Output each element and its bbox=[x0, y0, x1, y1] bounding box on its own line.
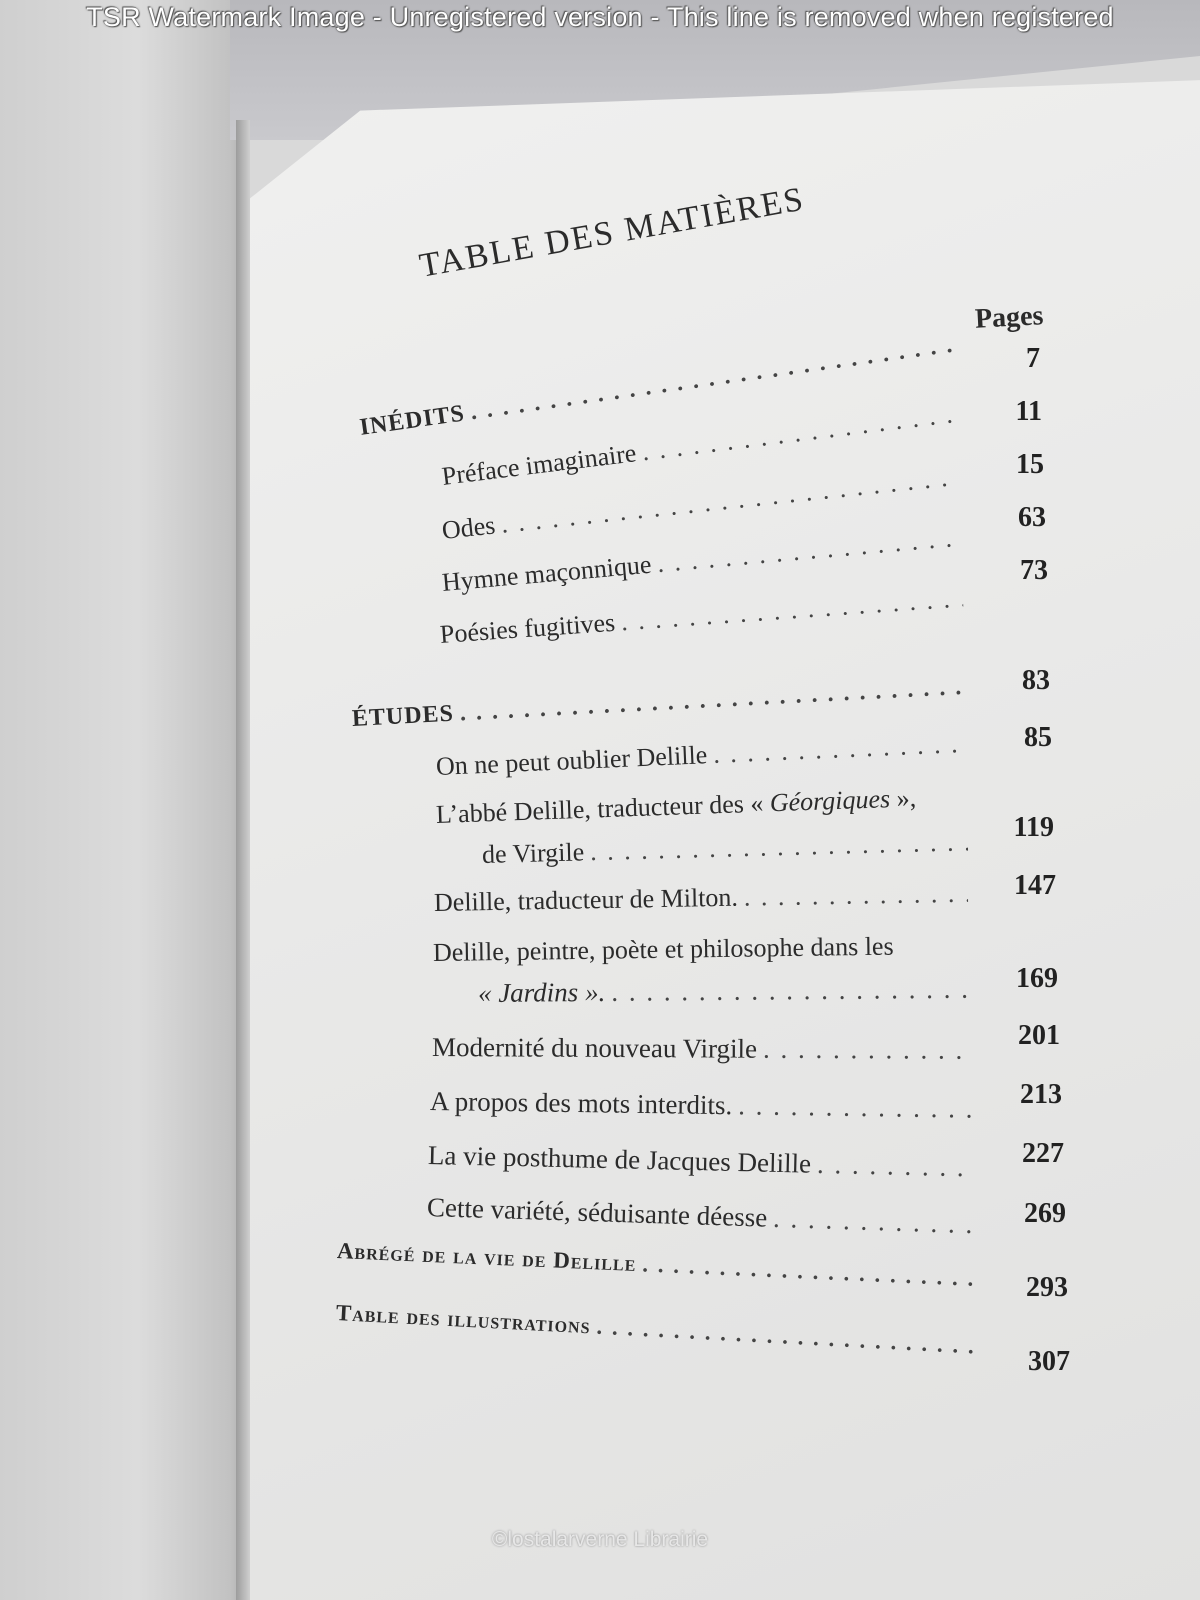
section-label: Abrégé de la vie de Delille bbox=[336, 1238, 638, 1277]
page-number: 169 bbox=[1016, 963, 1058, 994]
entry-label: La vie posthume de Jacques Delille bbox=[427, 1140, 812, 1179]
entry-label: Cette variété, séduisante déesse bbox=[426, 1192, 768, 1233]
section-illustrations bbox=[335, 1300, 985, 1360]
toc-entry-line1 bbox=[435, 783, 916, 830]
toc-entry bbox=[427, 1192, 984, 1240]
toc-entry-line2 bbox=[478, 974, 976, 1009]
dot-leader bbox=[611, 974, 970, 1008]
page-number: 227 bbox=[1022, 1138, 1064, 1169]
page-number: 147 bbox=[1014, 870, 1056, 901]
page-number: 201 bbox=[1018, 1020, 1060, 1051]
toc-entry-line1: Delille, peintre, poète et philosophe dans les bbox=[432, 931, 894, 967]
toc-entry bbox=[432, 1032, 978, 1066]
dot-leader bbox=[817, 1149, 977, 1184]
entry-label: de Virgile bbox=[481, 837, 585, 869]
dot-leader bbox=[738, 1090, 974, 1124]
entry-label-italic: Géorgiques bbox=[769, 784, 891, 818]
page-number: 213 bbox=[1020, 1079, 1062, 1110]
copyright-watermark: ©lostalarverne Librairie bbox=[491, 1528, 709, 1551]
dot-leader bbox=[459, 674, 966, 727]
entry-label: Poésies fugitives bbox=[438, 607, 617, 649]
page-number: 307 bbox=[1028, 1346, 1070, 1377]
dot-leader bbox=[620, 583, 964, 637]
section-etudes bbox=[351, 674, 972, 733]
entry-label: « Jardins ». bbox=[477, 976, 606, 1008]
dot-leader bbox=[656, 523, 960, 579]
toc-entry bbox=[439, 583, 970, 650]
dot-leader bbox=[596, 1314, 980, 1360]
page-number: 11 bbox=[1015, 396, 1042, 427]
page-number: 293 bbox=[1026, 1272, 1068, 1303]
entry-label-part: », bbox=[889, 783, 917, 814]
entry-label: Odes bbox=[440, 510, 497, 545]
section-label: Table des illustrations bbox=[335, 1300, 592, 1339]
entry-label: A propos des mots interdits. bbox=[429, 1086, 733, 1121]
entry-label: Hymne maçonnique bbox=[440, 549, 653, 597]
entry-label: On ne peut oublier Delille bbox=[435, 740, 708, 781]
dot-leader bbox=[763, 1034, 972, 1066]
toc-entry-line2 bbox=[482, 827, 975, 870]
page-number: 269 bbox=[1024, 1198, 1066, 1229]
section-label: INÉDITS bbox=[358, 400, 467, 441]
section-abrege bbox=[336, 1238, 985, 1292]
page-number: 119 bbox=[1013, 812, 1054, 843]
page-number: 73 bbox=[1020, 555, 1048, 586]
toc-entry bbox=[435, 729, 971, 782]
section-label: ÉTUDES bbox=[351, 700, 455, 732]
dot-leader bbox=[590, 827, 968, 867]
dot-leader bbox=[640, 399, 959, 467]
toc-title: TABLE DES MATIÈRES bbox=[416, 180, 808, 285]
entry-label: Modernité du nouveau Virgile bbox=[431, 1032, 758, 1064]
page-number: 15 bbox=[1016, 449, 1044, 480]
page-number: 85 bbox=[1024, 722, 1052, 753]
entry-label-part: L’abbé Delille, traducteur des « bbox=[435, 788, 771, 829]
toc-entry bbox=[430, 1086, 980, 1125]
dot-leader bbox=[642, 1251, 979, 1292]
intro-page-number: 7 bbox=[1026, 343, 1040, 374]
page-number: 63 bbox=[1018, 502, 1046, 533]
entry-label: Préface imaginaire bbox=[440, 438, 638, 491]
dot-leader bbox=[713, 729, 966, 770]
toc-entry bbox=[434, 879, 974, 918]
pages-heading: Pages bbox=[974, 300, 1045, 335]
watermark-banner: TSR Watermark Image - Unregistered version - This line is removed when registered bbox=[86, 2, 1114, 32]
entry-label: Delille, traducteur de Milton. bbox=[433, 882, 739, 917]
toc-entry bbox=[428, 1140, 983, 1184]
dot-leader bbox=[773, 1203, 977, 1240]
dot-leader bbox=[744, 879, 969, 913]
page-number: 83 bbox=[1022, 665, 1050, 696]
